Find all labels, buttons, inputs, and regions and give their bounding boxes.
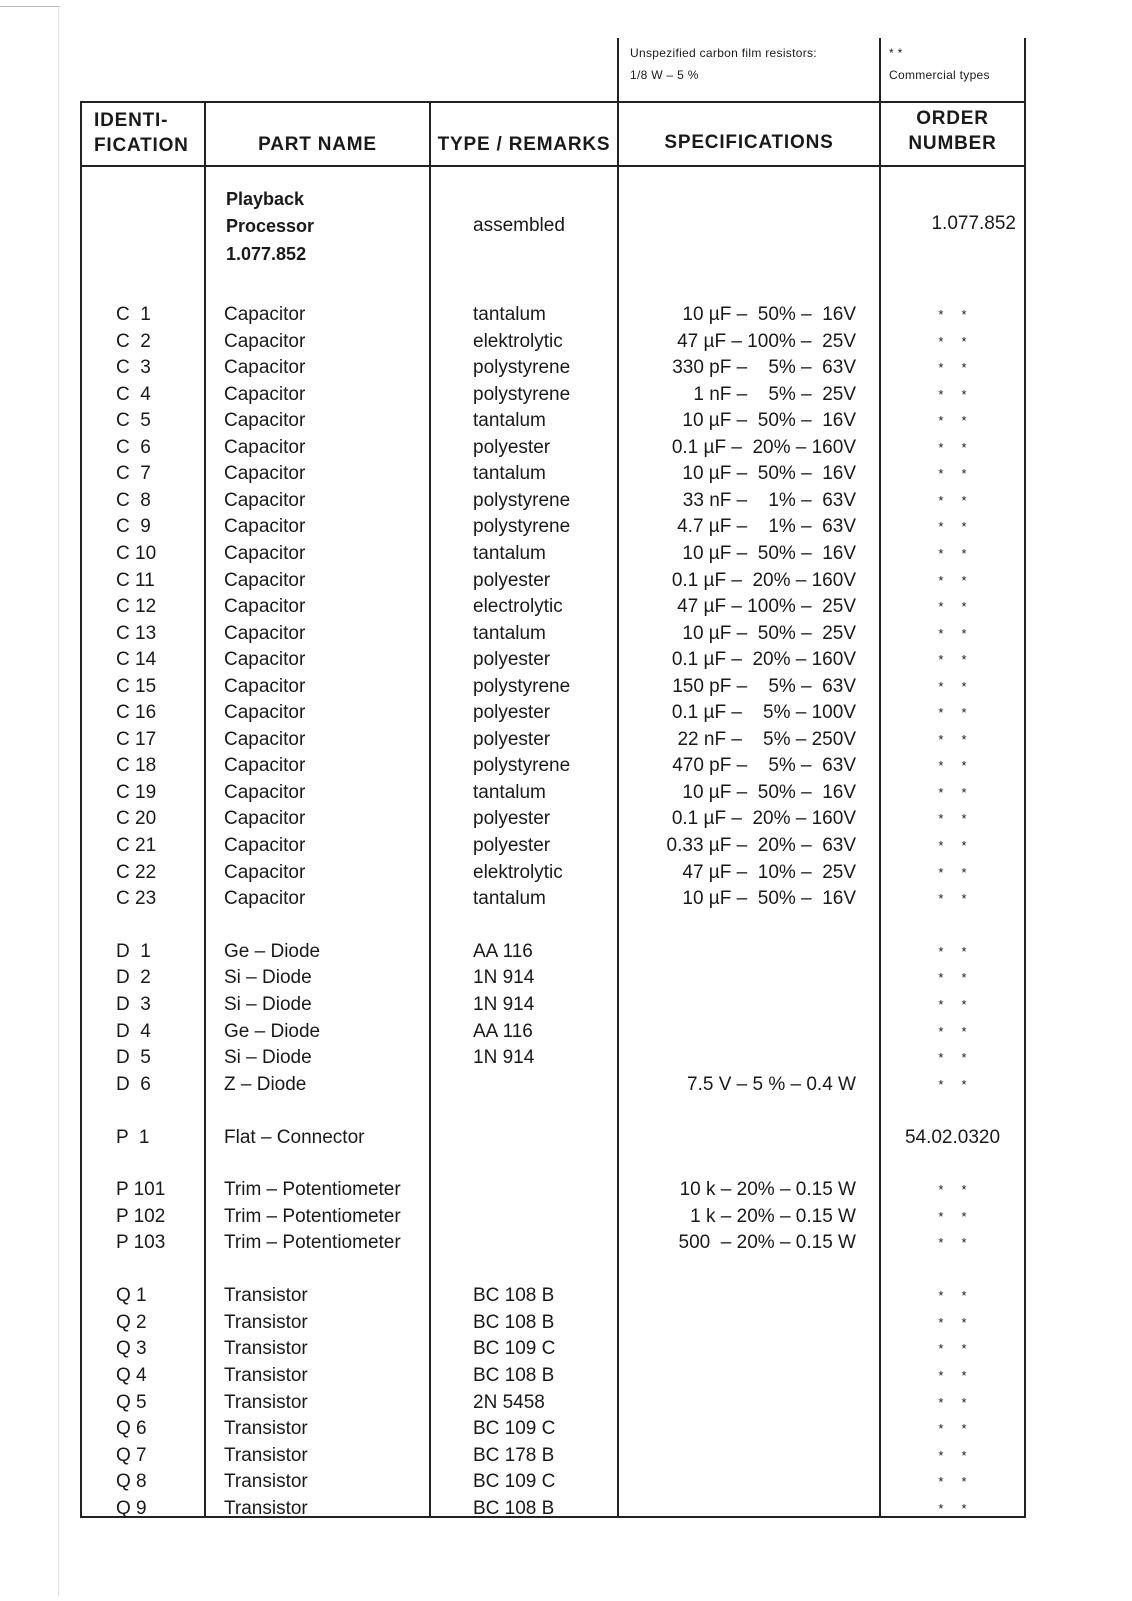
row-part-name: Capacitor	[224, 570, 306, 591]
row-identification: C 2	[116, 331, 151, 352]
row-order-marker: * *	[938, 997, 967, 1012]
table-right-border	[1024, 101, 1026, 1518]
row-order-marker: * *	[938, 970, 967, 985]
row-specification: 0.1 µF – 5% – 100V	[671, 702, 856, 723]
row-part-name: Flat – Connector	[224, 1127, 365, 1148]
assembly-order-number: 1.077.852	[931, 213, 1016, 234]
row-identification: C 17	[116, 729, 157, 750]
row-order-marker: * *	[938, 1501, 967, 1516]
row-order-marker: * *	[938, 1077, 967, 1092]
row-identification: Q 4	[116, 1365, 147, 1386]
row-order-marker: * *	[938, 626, 967, 641]
row-identification: C 9	[116, 516, 151, 537]
row-identification: P 1	[116, 1127, 150, 1148]
row-identification: C 11	[116, 570, 155, 591]
row-identification: D 5	[116, 1047, 151, 1068]
row-type: polyester	[473, 649, 551, 670]
header-specifications: SPECIFICATIONS	[664, 132, 834, 153]
row-order-marker: * *	[938, 1235, 967, 1250]
commercial-types-label: Commercial types	[889, 68, 990, 82]
row-type: polyester	[473, 702, 551, 723]
col-divider-type	[429, 101, 431, 1518]
row-order-marker: * *	[938, 652, 967, 667]
row-type: polystyrene	[473, 516, 571, 537]
row-order-marker: * *	[938, 360, 967, 375]
row-part-name: Capacitor	[224, 357, 306, 378]
row-order-marker: * *	[938, 1421, 967, 1436]
row-type: AA 116	[473, 1021, 533, 1042]
row-specification: 10 µF – 50% – 16V	[682, 304, 856, 325]
row-specification: 47 µF – 100% – 25V	[677, 596, 856, 617]
row-identification: P 102	[116, 1206, 166, 1227]
row-specification: 0.33 µF – 20% – 63V	[666, 835, 856, 856]
unspecified-resistors-note: Unspezified carbon film resistors:	[630, 46, 817, 60]
header-identification	[82, 108, 204, 158]
row-type: tantalum	[473, 463, 546, 484]
assembly-type: assembled	[473, 215, 565, 236]
row-part-name: Capacitor	[224, 596, 306, 617]
row-type: polystyrene	[473, 490, 571, 511]
row-identification: C 13	[116, 623, 157, 644]
row-part-name: Capacitor	[224, 516, 306, 537]
row-order-marker: * *	[938, 705, 967, 720]
row-specification: 10 k – 20% – 0.15 W	[679, 1179, 856, 1200]
row-order-marker: * *	[938, 1315, 967, 1330]
row-order-marker: * *	[938, 1182, 967, 1197]
row-part-name: Capacitor	[224, 623, 306, 644]
scan-edge-mark	[0, 6, 60, 7]
row-part-name: Capacitor	[224, 437, 306, 458]
row-specification: 10 µF – 50% – 16V	[682, 410, 856, 431]
header-order-line2: NUMBER	[908, 133, 997, 154]
row-specification: 4.7 µF – 1% – 63V	[677, 516, 856, 537]
row-part-name: Trim – Potentiometer	[224, 1232, 401, 1253]
row-part-name: Trim – Potentiometer	[224, 1206, 401, 1227]
row-type: AA 116	[473, 941, 533, 962]
header-part-name: PART NAME	[258, 134, 377, 155]
row-specification: 22 nF – 5% – 250V	[677, 729, 856, 750]
row-part-name: Si – Diode	[224, 994, 312, 1015]
row-specification: 10 µF – 50% – 25V	[682, 623, 856, 644]
row-identification: C 3	[116, 357, 151, 378]
row-type: BC 108 B	[473, 1312, 555, 1333]
row-part-name: Capacitor	[224, 331, 306, 352]
row-type: electrolytic	[473, 596, 563, 617]
row-identification: C 19	[116, 782, 157, 803]
row-order-marker: * *	[938, 307, 967, 322]
header-identification-line2: FICATION	[94, 135, 189, 156]
row-part-name: Capacitor	[224, 782, 306, 803]
row-type: polystyrene	[473, 384, 571, 405]
row-order-marker: * *	[938, 466, 967, 481]
row-type: BC 109 C	[473, 1418, 556, 1439]
row-part-name: Capacitor	[224, 835, 306, 856]
row-type: elektrolytic	[473, 862, 563, 883]
row-identification: D 2	[116, 967, 151, 988]
row-part-name: Capacitor	[224, 729, 306, 750]
col-divider-part	[204, 101, 206, 1518]
row-specification: 47 µF – 10% – 25V	[682, 862, 856, 883]
row-specification: 330 pF – 5% – 63V	[672, 357, 856, 378]
row-specification: 10 µF – 50% – 16V	[682, 888, 856, 909]
row-specification: 1 k – 20% – 0.15 W	[690, 1206, 856, 1227]
row-part-name: Capacitor	[224, 808, 306, 829]
row-part-name: Capacitor	[224, 384, 306, 405]
row-identification: Q 8	[116, 1471, 147, 1492]
row-type: polyester	[473, 570, 551, 591]
row-order-number: 54.02.0320	[904, 1127, 1001, 1148]
table-left-border	[80, 101, 82, 1518]
row-part-name: Transistor	[224, 1338, 308, 1359]
row-type: tantalum	[473, 304, 546, 325]
row-identification: Q 9	[116, 1498, 147, 1519]
assembly-name-line3: 1.077.852	[226, 244, 307, 264]
row-identification: C 8	[116, 490, 151, 511]
row-part-name: Capacitor	[224, 702, 306, 723]
row-identification: C 15	[116, 676, 157, 697]
row-order-marker: * *	[938, 1448, 967, 1463]
notes-right-border	[1024, 38, 1026, 102]
row-identification: C 12	[116, 596, 157, 617]
row-specification: 10 µF – 50% – 16V	[682, 782, 856, 803]
row-type: 1N 914	[473, 967, 535, 988]
row-order-marker: * *	[938, 785, 967, 800]
row-identification: D 6	[116, 1074, 151, 1095]
row-order-marker: * *	[938, 334, 967, 349]
row-type: BC 108 B	[473, 1285, 555, 1306]
row-identification: C 7	[116, 463, 151, 484]
row-part-name: Capacitor	[224, 463, 306, 484]
row-identification: C 6	[116, 437, 151, 458]
row-specification: 10 µF – 50% – 16V	[682, 463, 856, 484]
row-specification: 10 µF – 50% – 16V	[682, 543, 856, 564]
row-identification: Q 7	[116, 1445, 147, 1466]
row-type: polystyrene	[473, 357, 571, 378]
row-type: 2N 5458	[473, 1392, 545, 1413]
row-order-marker: * *	[938, 1368, 967, 1383]
row-specification: 0.1 µF – 20% – 160V	[671, 570, 856, 591]
row-order-marker: * *	[938, 891, 967, 906]
row-specification: 33 nF – 1% – 63V	[682, 490, 856, 511]
row-order-marker: * *	[938, 440, 967, 455]
row-type: polystyrene	[473, 755, 571, 776]
row-identification: Q 6	[116, 1418, 147, 1439]
row-part-name: Transistor	[224, 1418, 308, 1439]
row-identification: C 23	[116, 888, 157, 909]
row-identification: Q 5	[116, 1392, 147, 1413]
row-type: BC 178 B	[473, 1445, 555, 1466]
header-order-line1: ORDER	[916, 108, 989, 129]
row-identification: Q 3	[116, 1338, 147, 1359]
header-bottom-border	[80, 165, 1026, 167]
row-identification: Q 2	[116, 1312, 147, 1333]
row-type: tantalum	[473, 888, 546, 909]
row-identification: P 103	[116, 1232, 166, 1253]
row-part-name: Si – Diode	[224, 1047, 312, 1068]
header-order-number	[881, 106, 1024, 156]
row-order-marker: * *	[938, 387, 967, 402]
row-part-name: Z – Diode	[224, 1074, 307, 1095]
row-part-name: Ge – Diode	[224, 941, 321, 962]
row-part-name: Capacitor	[224, 649, 306, 670]
scan-edge-line	[58, 6, 59, 1596]
row-part-name: Si – Diode	[224, 967, 312, 988]
row-identification: P 101	[116, 1179, 166, 1200]
row-specification: 0.1 µF – 20% – 160V	[671, 649, 856, 670]
notes-left-border	[617, 38, 619, 102]
row-type: 1N 914	[473, 994, 535, 1015]
row-type: BC 108 B	[473, 1498, 555, 1519]
row-part-name: Transistor	[224, 1312, 308, 1333]
col-divider-spec	[617, 101, 619, 1518]
commercial-mark: * *	[889, 46, 903, 60]
row-order-marker: * *	[938, 1288, 967, 1303]
row-order-marker: * *	[938, 493, 967, 508]
row-part-name: Transistor	[224, 1365, 308, 1386]
row-order-marker: * *	[938, 546, 967, 561]
row-specification: 0.1 µF – 20% – 160V	[671, 808, 856, 829]
row-identification: C 14	[116, 649, 157, 670]
row-type: BC 109 C	[473, 1471, 556, 1492]
row-specification: 1 nF – 5% – 25V	[693, 384, 856, 405]
row-part-name: Transistor	[224, 1392, 308, 1413]
row-specification: 150 pF – 5% – 63V	[672, 676, 856, 697]
row-type: BC 108 B	[473, 1365, 555, 1386]
row-order-marker: * *	[938, 679, 967, 694]
row-identification: D 3	[116, 994, 151, 1015]
row-order-marker: * *	[938, 1050, 967, 1065]
row-type: polyester	[473, 729, 551, 750]
row-order-marker: * *	[938, 811, 967, 826]
header-type-remarks: TYPE / REMARKS	[437, 134, 611, 155]
row-identification: C 16	[116, 702, 157, 723]
row-order-marker: * *	[938, 599, 967, 614]
row-identification: D 4	[116, 1021, 151, 1042]
row-order-marker: * *	[938, 865, 967, 880]
assembly-name-line2: Processor	[226, 216, 315, 236]
row-type: polyester	[473, 808, 551, 829]
row-type: polystyrene	[473, 676, 571, 697]
table-top-border	[80, 101, 1026, 103]
row-order-marker: * *	[938, 519, 967, 534]
row-part-name: Transistor	[224, 1498, 308, 1519]
row-part-name: Capacitor	[224, 490, 306, 511]
row-order-marker: * *	[938, 1209, 967, 1224]
row-order-marker: * *	[938, 1395, 967, 1410]
row-order-marker: * *	[938, 732, 967, 747]
row-specification: 0.1 µF – 20% – 160V	[671, 437, 856, 458]
row-identification: C 10	[116, 543, 157, 564]
row-part-name: Capacitor	[224, 304, 306, 325]
row-type: tantalum	[473, 543, 546, 564]
row-order-marker: * *	[938, 1474, 967, 1489]
row-part-name: Transistor	[224, 1445, 308, 1466]
row-order-marker: * *	[938, 413, 967, 428]
row-order-marker: * *	[938, 838, 967, 853]
row-part-name: Capacitor	[224, 410, 306, 431]
row-identification: C 22	[116, 862, 157, 883]
row-part-name: Capacitor	[224, 862, 306, 883]
row-type: polyester	[473, 437, 551, 458]
row-specification: 500 – 20% – 0.15 W	[678, 1232, 856, 1253]
row-identification: C 20	[116, 808, 157, 829]
row-identification: C 1	[116, 304, 151, 325]
row-specification: 470 pF – 5% – 63V	[672, 755, 856, 776]
row-order-marker: * *	[938, 1024, 967, 1039]
row-part-name: Ge – Diode	[224, 1021, 321, 1042]
row-identification: C 21	[116, 835, 157, 856]
row-order-marker: * *	[938, 573, 967, 588]
row-type: tantalum	[473, 623, 546, 644]
row-identification: C 4	[116, 384, 151, 405]
row-part-name: Transistor	[224, 1471, 308, 1492]
row-part-name: Capacitor	[224, 676, 306, 697]
header-identification-line1: IDENTI-	[94, 110, 169, 131]
row-type: 1N 914	[473, 1047, 535, 1068]
row-type: BC 109 C	[473, 1338, 556, 1359]
row-part-name: Transistor	[224, 1285, 308, 1306]
row-specification: 47 µF – 100% – 25V	[677, 331, 856, 352]
assembly-name-line1: Playback	[226, 189, 305, 209]
row-type: elektrolytic	[473, 331, 563, 352]
row-type: polyester	[473, 835, 551, 856]
row-identification: C 5	[116, 410, 151, 431]
row-part-name: Capacitor	[224, 888, 306, 909]
row-identification: D 1	[116, 941, 151, 962]
row-specification: 7.5 V – 5 % – 0.4 W	[687, 1074, 856, 1095]
row-part-name: Capacitor	[224, 755, 306, 776]
row-order-marker: * *	[938, 1341, 967, 1356]
row-order-marker: * *	[938, 944, 967, 959]
row-order-marker: * *	[938, 758, 967, 773]
row-type: tantalum	[473, 410, 546, 431]
row-part-name: Capacitor	[224, 543, 306, 564]
notes-divider	[879, 38, 881, 102]
row-identification: C 18	[116, 755, 157, 776]
row-part-name: Trim – Potentiometer	[224, 1179, 401, 1200]
unspecified-resistors-value: 1/8 W – 5 %	[630, 68, 699, 82]
row-type: tantalum	[473, 782, 546, 803]
row-identification: Q 1	[116, 1285, 147, 1306]
